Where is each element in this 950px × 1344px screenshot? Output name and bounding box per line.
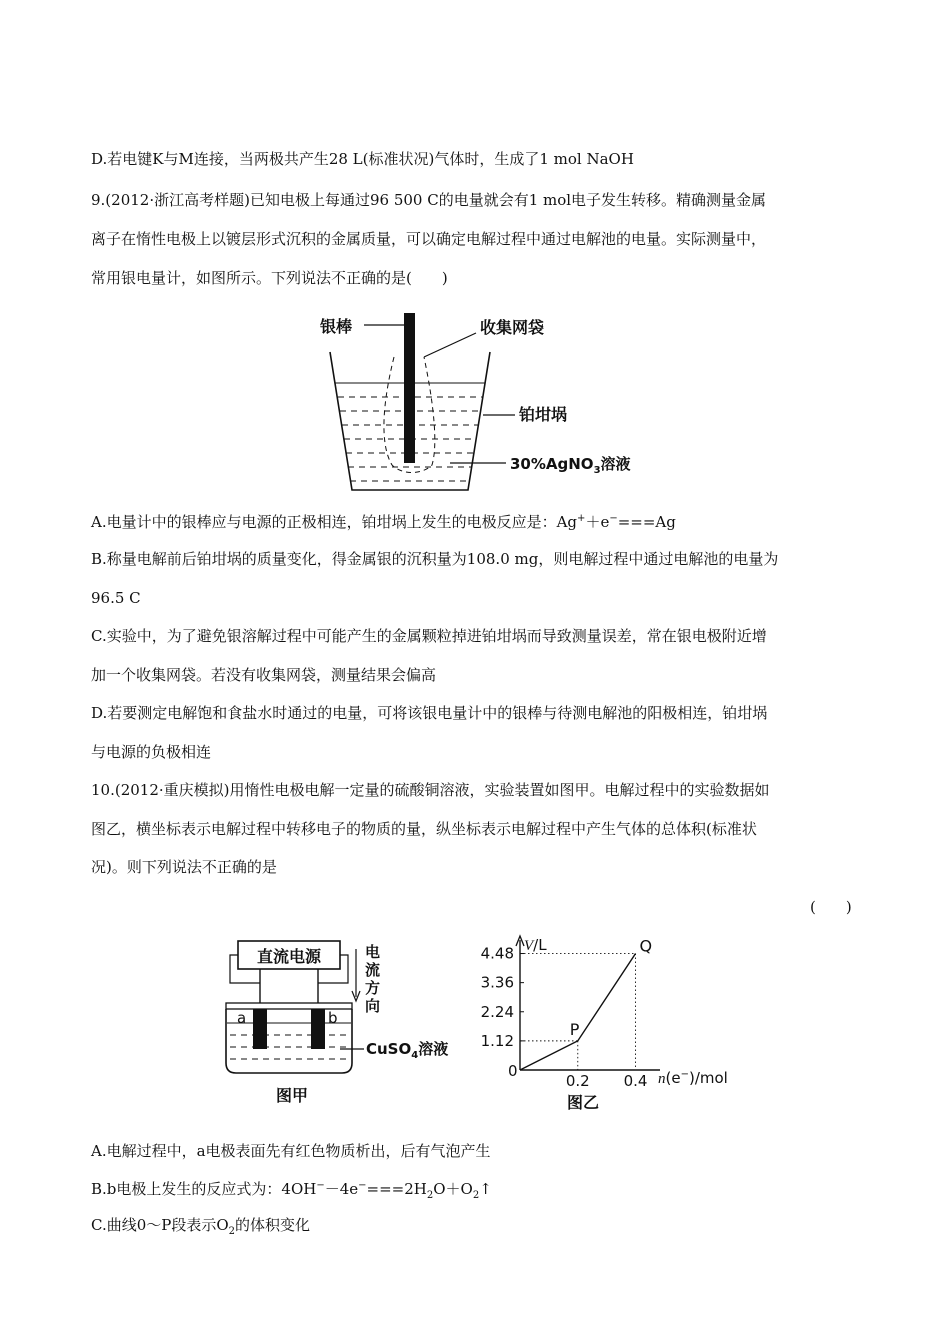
x-tick-label: 0.4 xyxy=(623,1072,648,1090)
q10-answer-bracket: ( ) xyxy=(810,898,852,916)
label-electrode-b: b xyxy=(328,1009,338,1027)
y-axis-label: V/L xyxy=(524,936,547,954)
figure-jia-electrolysis xyxy=(222,935,472,1110)
q9-stem-line3: 常用银电量计，如图所示。下列说法不正确的是( ) xyxy=(91,269,448,287)
caption-yi: 图乙 xyxy=(566,1093,600,1112)
q9-option-b-line1: B.称量电解前后铂坩埚的质量变化，得金属银的沉积量为108.0 mg，则电解过程中通过电解池的电量为 xyxy=(91,550,779,568)
svg-text:电: 电 xyxy=(365,943,381,961)
y-tick-label: 2.24 xyxy=(480,1002,514,1021)
label-dc-power: 直流电源 xyxy=(256,947,322,966)
label-platinum-crucible: 铂坩埚 xyxy=(519,405,568,424)
caption-jia: 图甲 xyxy=(275,1086,309,1105)
q9-option-c-line1: C.实验中，为了避免银溶解过程中可能产生的金属颗粒掉进铂坩埚而导致测量误差，常在银电极附近增 xyxy=(91,627,767,645)
q9-option-d-line1: D.若要测定电解饱和食盐水时通过的电量，可将该银电量计中的银棒与待测电解池的阳极相连，铂坩埚 xyxy=(91,704,768,722)
q10-stem-line2: 图乙，横坐标表示电解过程中转移电子的物质的量，纵坐标表示电解过程中产生气体的总体积(标准状 xyxy=(91,820,757,838)
point-labels xyxy=(570,937,652,1039)
label-agno3-solution: 30%AgNO$_3$溶液 xyxy=(510,455,631,476)
q9-option-c-line2: 加一个收集网袋。若没有收集网袋，测量结果会偏高 xyxy=(91,666,437,684)
label-electrode-a: a xyxy=(237,1009,247,1027)
q9-option-d-line2: 与电源的负极相连 xyxy=(91,743,212,761)
q9-option-b-line2: 96.5 C xyxy=(91,589,141,607)
figure-yi-chart xyxy=(470,930,740,1120)
q8-option-d: D.若电键K与M连接，当两极共产生28 L(标准状况)气体时，生成了1 mol NaOH xyxy=(91,150,634,168)
silver-rod xyxy=(404,313,415,463)
x-tick-label: 0.2 xyxy=(565,1072,590,1090)
q10-stem-line1: 10.(2012·重庆模拟)用惰性电极电解一定量的硫酸铜溶液，实验装置如图甲。电解过程中的实验数据如 xyxy=(91,781,770,799)
electrode-b xyxy=(311,1009,325,1049)
x-tick-labels xyxy=(566,1072,648,1090)
y-tick-label: 1.12 xyxy=(480,1031,514,1050)
electrode-a xyxy=(253,1009,267,1049)
label-collecting-bag: 收集网袋 xyxy=(480,318,545,337)
label-silver-rod: 银棒 xyxy=(320,317,353,336)
y-tick-label: 3.36 xyxy=(480,973,514,992)
dotted-guides xyxy=(520,954,636,1070)
cuso4-hatching xyxy=(227,1023,351,1059)
q10-option-a: A.电解过程中，a电极表面先有红色物质析出，后有气泡产生 xyxy=(91,1142,491,1160)
svg-text:流: 流 xyxy=(365,961,381,979)
origin-label: 0 xyxy=(508,1062,518,1080)
series-line xyxy=(520,954,636,1070)
y-tick-label: 4.48 xyxy=(480,944,514,963)
svg-text:方: 方 xyxy=(365,979,381,997)
y-tick-labels xyxy=(481,945,524,1050)
x-axis-label: n(e−)/mol xyxy=(658,1069,728,1087)
point-label-q: Q xyxy=(639,936,653,956)
q10-stem-line3: 况)。则下列说法不正确的是 xyxy=(91,858,277,876)
label-cuso4-solution: CuSO$_4$溶液 xyxy=(366,1040,449,1061)
q10-option-c: C.曲线0～P段表示$O_2$的体积变化 xyxy=(91,1216,311,1237)
q9-stem-line2: 离子在惰性电极上以镀层形式沉积的金属质量，可以确定电解过程中通过电解池的电量。实际测量中， xyxy=(91,230,767,248)
q9-option-a: A.电量计中的银棒应与电源的正极相连，铂坩埚上发生的电极反应是：Ag+＋e−===Ag xyxy=(91,513,676,531)
point-label-p: P xyxy=(569,1019,580,1039)
label-current-direction xyxy=(365,943,380,1015)
q10-option-b: B.b电极上发生的反应式为：$4OH^--4e^-===2H_2O+O_2↑$ xyxy=(91,1180,492,1201)
q9-stem-line1: 9.(2012·浙江高考样题)已知电极上每通过96 500 C的电量就会有1 mol电子发生转移。精确测量金属 xyxy=(91,191,767,209)
silver-coulometer-figure xyxy=(300,305,660,500)
svg-text:向: 向 xyxy=(365,997,381,1015)
